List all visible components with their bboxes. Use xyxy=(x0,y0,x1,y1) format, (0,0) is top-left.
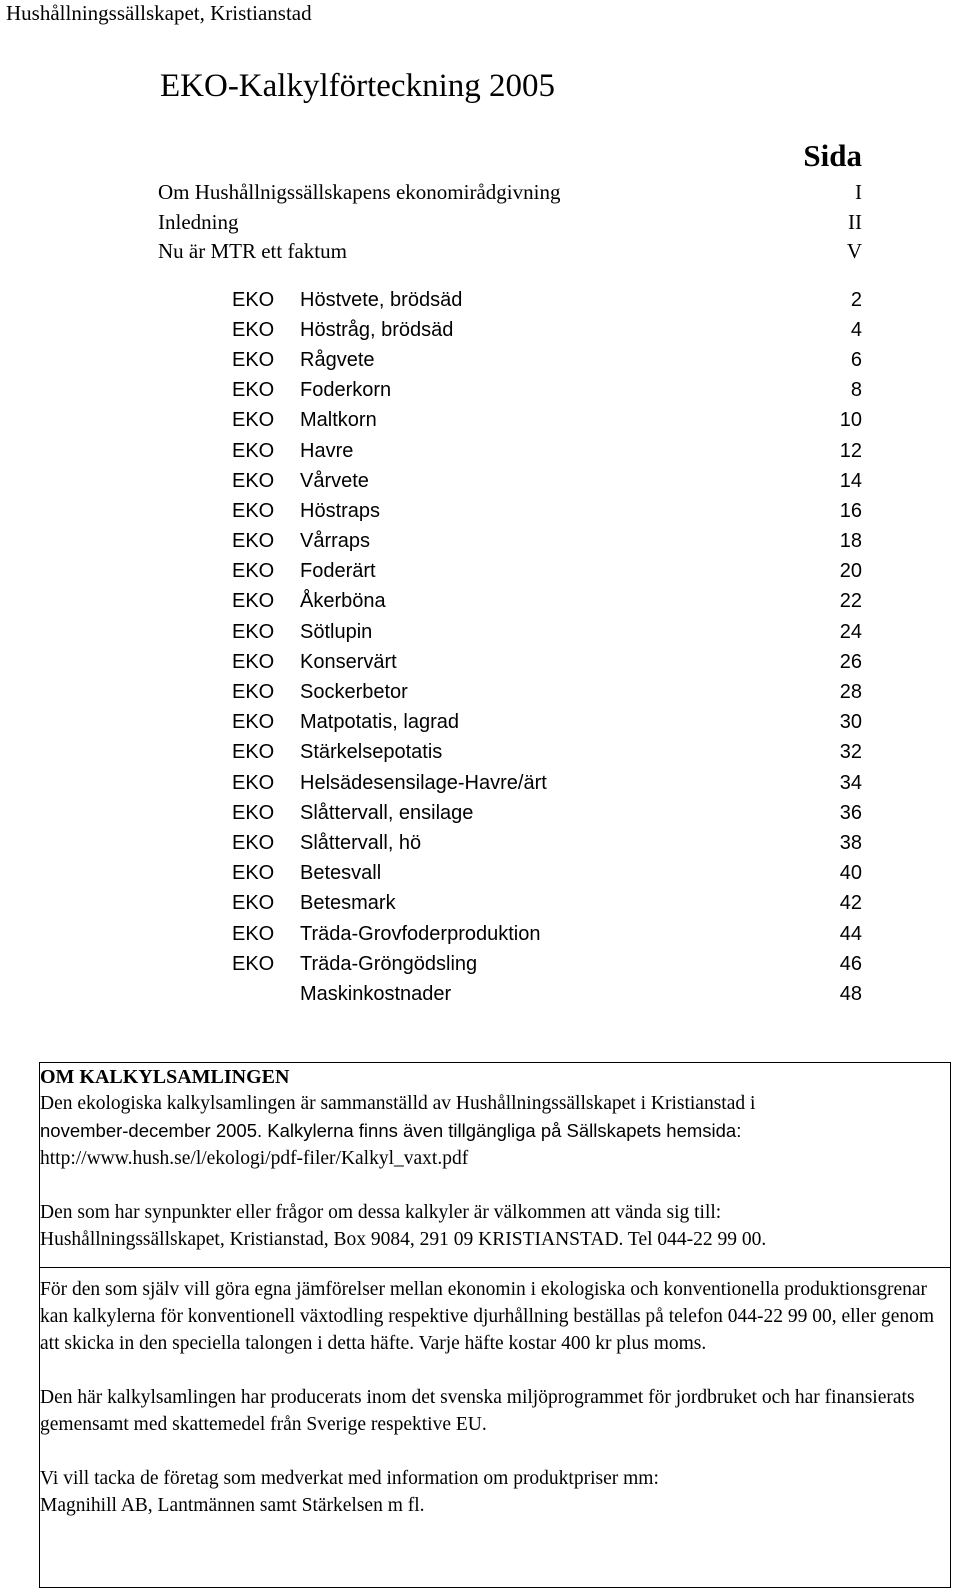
calculation-item-name: Rågvete xyxy=(300,348,375,371)
calculation-item-name: Maskinkostnader xyxy=(300,982,452,1005)
calculation-item xyxy=(232,979,862,1009)
calculation-item-page: 28 xyxy=(839,681,862,704)
calculation-item-name: Foderärt xyxy=(300,560,376,583)
calculation-item xyxy=(232,315,862,345)
calculation-item-prefix: EKO xyxy=(232,348,275,371)
calculation-item-prefix: EKO xyxy=(232,831,275,854)
calculation-item-name: Havre xyxy=(300,439,354,462)
calculation-item-page: 34 xyxy=(839,771,862,794)
calculation-item-name: Matpotatis, lagrad xyxy=(300,711,459,734)
info-paragraph-1 xyxy=(40,1090,950,1172)
calculation-item xyxy=(232,345,862,375)
info-p2-contact: Hushållningssällskapet, Kristianstad, Box 9084, 291 09 KRISTIANSTAD. Tel 044-22 99 00. xyxy=(40,1229,767,1250)
calculation-item-name: Vårraps xyxy=(300,530,371,553)
calculation-item xyxy=(232,889,862,919)
calculation-item-page: 32 xyxy=(839,741,862,764)
calculation-item-page: 14 xyxy=(839,469,862,492)
calculation-item-page: 16 xyxy=(839,499,862,522)
calculation-item-page: 18 xyxy=(839,530,862,553)
calculation-item-page: 38 xyxy=(839,831,862,854)
calculation-item-name: Helsädesensilage-Havre/ärt xyxy=(300,771,547,794)
calculation-item-prefix: EKO xyxy=(232,801,275,824)
intro-item-page: V xyxy=(846,239,862,264)
info-paragraph-4: Den här kalkylsamlingen har producerats inom det svenska miljöprogrammet för jordbruket och har finansierats gemensamt med skattemedel från Sverige respektive EU. xyxy=(40,1387,915,1435)
calculation-item-prefix: EKO xyxy=(232,620,275,643)
calculation-item-name: Foderkorn xyxy=(300,379,392,402)
calculation-item-prefix: EKO xyxy=(232,952,275,975)
calculation-item-prefix: EKO xyxy=(232,650,275,673)
calculation-item-name: Höstraps xyxy=(300,499,381,522)
calculation-item-name: Maltkorn xyxy=(300,409,377,432)
calculation-item-name: Betesvall xyxy=(300,862,382,885)
info-paragraph-5 xyxy=(40,1465,950,1519)
calculation-item-prefix: EKO xyxy=(232,771,275,794)
calculation-item-page: 10 xyxy=(839,409,862,432)
calculation-item xyxy=(232,859,862,889)
calculation-item xyxy=(232,406,862,436)
calculation-item xyxy=(232,677,862,707)
page-column-header: Sida xyxy=(803,138,862,173)
calculation-item xyxy=(232,828,862,858)
calculation-item xyxy=(232,919,862,949)
info-box xyxy=(39,1062,951,1588)
calculation-item-page: 24 xyxy=(839,620,862,643)
calculation-item-name: Slåttervall, hö xyxy=(300,831,422,854)
calculation-item-page: 40 xyxy=(839,862,862,885)
calculation-item xyxy=(232,285,862,315)
calculation-item-name: Åkerböna xyxy=(300,590,386,613)
info-p5-companies: Magnihill AB, Lantmännen samt Stärkelsen m fl. xyxy=(40,1495,425,1516)
calculation-item-name: Vårvete xyxy=(300,469,369,492)
calculation-item-prefix: EKO xyxy=(232,862,275,885)
intro-item-page: I xyxy=(855,180,862,205)
calculation-item-prefix: EKO xyxy=(232,590,275,613)
calculation-item-page: 20 xyxy=(839,560,862,583)
calculation-item xyxy=(232,798,862,828)
calculation-item-page: 8 xyxy=(850,379,862,402)
calculation-item-name: Höstråg, brödsäd xyxy=(300,318,454,341)
calculation-item-name: Betesmark xyxy=(300,892,396,915)
calculation-item-prefix: EKO xyxy=(232,288,275,311)
calculation-item-prefix: EKO xyxy=(232,892,275,915)
calculation-item-name: Höstvete, brödsäd xyxy=(300,288,463,311)
intro-item-label: Nu är MTR ett faktum xyxy=(158,239,347,264)
calculation-item xyxy=(232,527,862,557)
calculation-item-page: 2 xyxy=(850,288,862,311)
calculation-item-page: 12 xyxy=(839,439,862,462)
info-p1-website-note: Kalkylerna finns även tillgängliga på Sällskapets hemsida: xyxy=(262,1120,742,1141)
intro-item xyxy=(158,178,862,208)
calculation-item-name: Stärkelsepotatis xyxy=(300,741,443,764)
info-p1-line1: Den ekologiska kalkylsamlingen är sammanställd av Hushållningssällskapet i Kristianstad i xyxy=(40,1093,756,1114)
intro-item xyxy=(158,237,862,267)
calculation-item-prefix: EKO xyxy=(232,499,275,522)
calculation-item-page: 36 xyxy=(839,801,862,824)
info-paragraph-2 xyxy=(40,1199,950,1253)
calculation-item xyxy=(232,738,862,768)
intro-item xyxy=(158,208,862,238)
calculation-item-prefix: EKO xyxy=(232,469,275,492)
calculation-item xyxy=(232,617,862,647)
calculation-item-name: Träda-Gröngödsling xyxy=(300,952,478,975)
calculation-item xyxy=(232,557,862,587)
calculation-item-prefix: EKO xyxy=(232,409,275,432)
info-p1-url[interactable]: http://www.hush.se/l/ekologi/pdf-filer/Kalkyl_vaxt.pdf xyxy=(40,1148,469,1169)
calculation-item-page: 4 xyxy=(850,318,862,341)
intro-item-label: Om Hushållnigssällskapens ekonomirådgivning xyxy=(158,180,561,205)
calculation-item-prefix: EKO xyxy=(232,439,275,462)
intro-item-label: Inledning xyxy=(158,209,239,234)
calculation-item-page: 6 xyxy=(850,348,862,371)
info-p2-line1: Den som har synpunkter eller frågor om dessa kalkyler är välkommen att vända sig till: xyxy=(40,1202,722,1223)
calculation-item-page: 26 xyxy=(839,650,862,673)
calculation-item xyxy=(232,466,862,496)
calculation-item-prefix: EKO xyxy=(232,681,275,704)
calculation-item xyxy=(232,376,862,406)
document-title: EKO-Kalkylförteckning 2005 xyxy=(160,68,555,104)
calculation-item-name: Slåttervall, ensilage xyxy=(300,801,474,824)
organization-header: Hushållningssällskapet, Kristianstad xyxy=(6,1,312,25)
info-heading: OM KALKYLSAMLINGEN xyxy=(40,1066,290,1088)
calculation-item-name: Sötlupin xyxy=(300,620,373,643)
calculation-item-prefix: EKO xyxy=(232,711,275,734)
calculation-item-page: 44 xyxy=(839,922,862,945)
info-p1-date: november-december 2005. xyxy=(40,1120,263,1141)
calculation-item-prefix: EKO xyxy=(232,530,275,553)
calculation-item xyxy=(232,647,862,677)
info-divider xyxy=(40,1267,950,1268)
calculation-item-name: Sockerbetor xyxy=(300,681,408,704)
calculation-item-name: Träda-Grovfoderproduktion xyxy=(300,922,541,945)
calculation-item xyxy=(232,496,862,526)
calculation-item-page: 46 xyxy=(839,952,862,975)
calculation-item-name: Konservärt xyxy=(300,650,397,673)
calculation-item xyxy=(232,949,862,979)
calculation-item-page: 22 xyxy=(839,590,862,613)
calculation-item xyxy=(232,436,862,466)
calculation-item-prefix: EKO xyxy=(232,318,275,341)
calculation-item-page: 42 xyxy=(839,892,862,915)
intro-item-page: II xyxy=(848,209,862,234)
info-paragraph-3: För den som själv vill göra egna jämförelser mellan ekonomin i ekologiska och konventionella produktionsgrenar kan kalkylerna för konventionell växtodling respektive djurhållning beställas på telefon 044-22 99 00, eller genom att skicka in den speciella talongen i detta häfte. Varje häfte kostar 400 kr plus moms. xyxy=(40,1279,935,1354)
calculation-item-prefix: EKO xyxy=(232,741,275,764)
calculation-list xyxy=(232,285,862,1010)
calculation-item-page: 30 xyxy=(839,711,862,734)
calculation-item-prefix: EKO xyxy=(232,922,275,945)
calculation-item xyxy=(232,587,862,617)
calculation-item-prefix: EKO xyxy=(232,379,275,402)
calculation-item xyxy=(232,708,862,738)
intro-list xyxy=(158,178,862,267)
info-p5-line1: Vi vill tacka de företag som medverkat med information om produktpriser mm: xyxy=(40,1468,659,1489)
calculation-item xyxy=(232,768,862,798)
calculation-item-prefix: EKO xyxy=(232,560,275,583)
calculation-item-page: 48 xyxy=(839,982,862,1005)
